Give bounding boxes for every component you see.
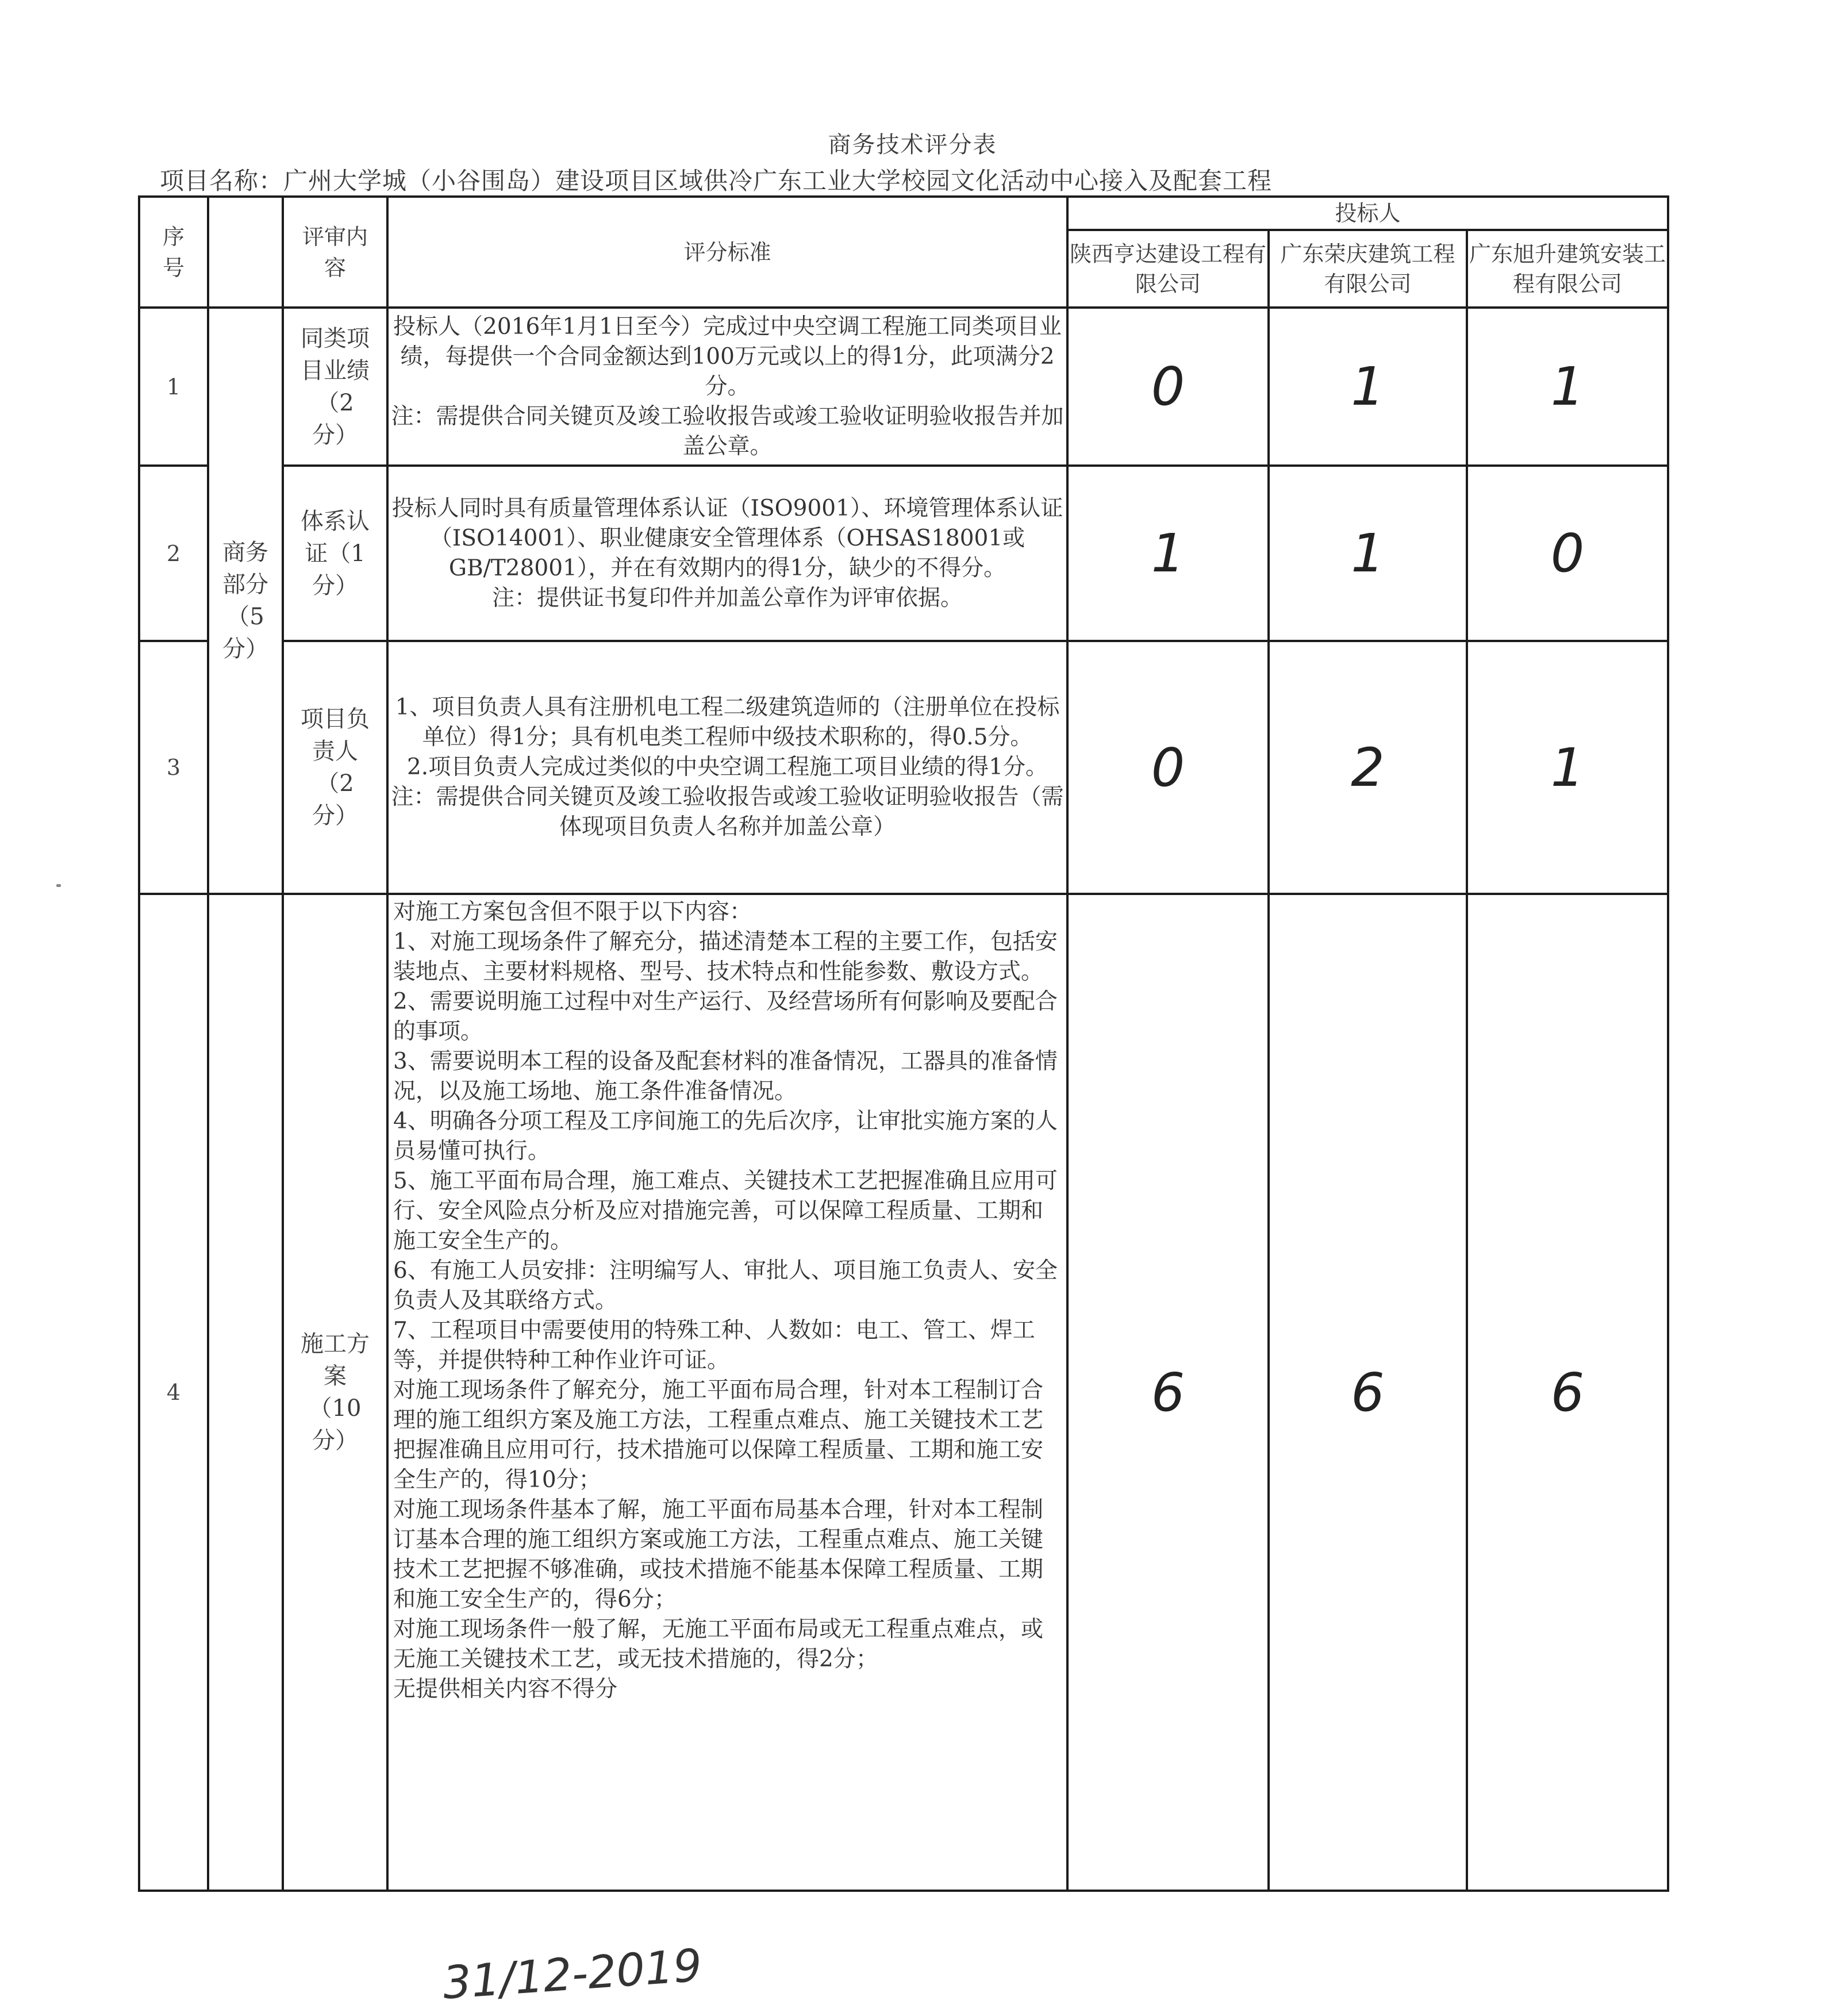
item-cell: 施工方案（10分） [283,894,387,1891]
header-bidders-group: 投标人 [1067,197,1668,230]
criteria-line: 6、有施工人员安排：注明编写人、审批人、项目施工负责人、安全负责人及其联络方式。 [393,1258,1058,1314]
header-category [208,197,283,308]
score-bidder-2: 1 [1269,466,1467,641]
score-bidder-1: 1 [1067,466,1269,641]
criteria-cell [387,894,1067,1891]
category-cell-empty [208,894,283,1891]
score-bidder-1: 0 [1067,641,1269,894]
document-title: 商务技术评分表 [828,132,997,158]
criteria-cell [387,308,1067,466]
criteria-note: 注：需提供合同关键页及竣工验收报告或竣工验收证明验收报告并加盖公章。 [391,403,1064,459]
row-no: 4 [139,894,208,1891]
criteria-line: 投标人同时具有质量管理体系认证（ISO9001）、环境管理体系认证（ISO14001）、职业健康安全管理体系（OHSAS18001或GB/T28001），并在有效期内的得1分，缺少的不得分。 [391,495,1063,581]
criteria-note: 注：需提供合同关键页及竣工验收报告或竣工验收证明验收报告（需体现项目负责人名称并加盖公章） [391,784,1064,840]
handwritten-date: 31/12-2019 [441,1940,704,2010]
scan-speck [56,884,61,887]
score-bidder-3: 6 [1467,894,1668,1891]
criteria-cell [387,466,1067,641]
score-bidder-1: 6 [1067,894,1269,1891]
scoring-table [138,195,1669,1892]
row-no: 1 [139,308,208,466]
criteria-line: 投标人（2016年1月1日至今）完成过中央空调工程施工同类项目业绩，每提供一个合同金额达到100万元或以上的得1分，此项满分2分。 [393,313,1062,400]
criteria-grade-0: 无提供相关内容不得分 [393,1676,618,1702]
criteria-grade-2: 对施工现场条件一般了解，无施工平面布局或无工程重点难点，或无施工关键技术工艺，或无技术措施的，得2分； [393,1616,1044,1672]
project-name: 项目名称：广州大学城（小谷围岛）建设项目区域供冷广东工业大学校园文化活动中心接入及配套工程 [160,167,1273,195]
score-bidder-2: 2 [1269,641,1467,894]
criteria-intro: 对施工方案包含但不限于以下内容： [393,899,752,925]
score-bidder-1: 0 [1067,308,1269,466]
header-bidder-3: 广东旭升建筑安装工程有限公司 [1467,230,1668,308]
table-row [139,466,1668,641]
score-bidder-3: 1 [1467,641,1668,894]
item-cell: 同类项目业绩（2分） [283,308,387,466]
row-no: 2 [139,466,208,641]
header-bidder-1: 陕西亨达建设工程有限公司 [1067,230,1269,308]
table-row [139,641,1668,894]
header-item: 评审内容 [283,197,387,308]
criteria-grade-10: 对施工现场条件了解充分，施工平面布局合理，针对本工程制订合理的施工组织方案及施工方法，工程重点难点、施工关键技术工艺把握准确且应用可行，技术措施可以保障工程质量、工期和施工安全生产的，得10分； [393,1377,1044,1493]
category-cell: 商务部分（5分） [208,308,283,894]
score-bidder-3: 0 [1467,466,1668,641]
criteria-line: 7、工程项目中需要使用的特殊工种、人数如：电工、管工、焊工等，并提供特种工种作业许可证。 [393,1318,1035,1373]
score-bidder-3: 1 [1467,308,1668,466]
item-cell: 项目负责人（2分） [283,641,387,894]
header-bidder-2: 广东荣庆建筑工程有限公司 [1269,230,1467,308]
item-cell: 体系认证（1分） [283,466,387,641]
header-criteria: 评分标准 [387,197,1067,308]
criteria-note: 注：提供证书复印件并加盖公章作为评审依据。 [491,585,963,611]
criteria-line: 2、需要说明施工过程中对生产运行、及经营场所有何影响及要配合的事项。 [393,989,1058,1045]
criteria-grade-6: 对施工现场条件基本了解，施工平面布局基本合理，针对本工程制订基本合理的施工组织方案或施工方法，工程重点难点、施工关键技术工艺把握不够准确，或技术措施不能基本保障工程质量、工期和施工安全生产的，得6分； [393,1497,1044,1612]
criteria-line: 1、项目负责人具有注册机电工程二级建筑造师的（注册单位在投标单位）得1分；具有机电类工程师中级技术职称的，得0.5分。 [395,694,1060,750]
criteria-line: 1、对施工现场条件了解充分，描述清楚本工程的主要工作，包括安装地点、主要材料规格、型号、技术特点和性能参数、敷设方式。 [393,929,1058,985]
criteria-cell [387,641,1067,894]
table-row [139,894,1668,1891]
row-no: 3 [139,641,208,894]
table-row [139,308,1668,466]
criteria-line: 2.项目负责人完成过类似的中央空调工程施工项目业绩的得1分。 [406,754,1048,780]
criteria-line: 4、明确各分项工程及工序间施工的先后次序，让审批实施方案的人员易懂可执行。 [393,1108,1058,1164]
criteria-line: 3、需要说明本工程的设备及配套材料的准备情况，工器具的准备情况，以及施工场地、施工条件准备情况。 [393,1049,1058,1104]
header-no: 序号 [139,197,208,308]
criteria-line: 5、施工平面布局合理，施工难点、关键技术工艺把握准确且应用可行、安全风险点分析及应对措施完善，可以保障工程质量、工期和施工安全生产的。 [393,1168,1058,1254]
score-bidder-2: 1 [1269,308,1467,466]
score-bidder-2: 6 [1269,894,1467,1891]
